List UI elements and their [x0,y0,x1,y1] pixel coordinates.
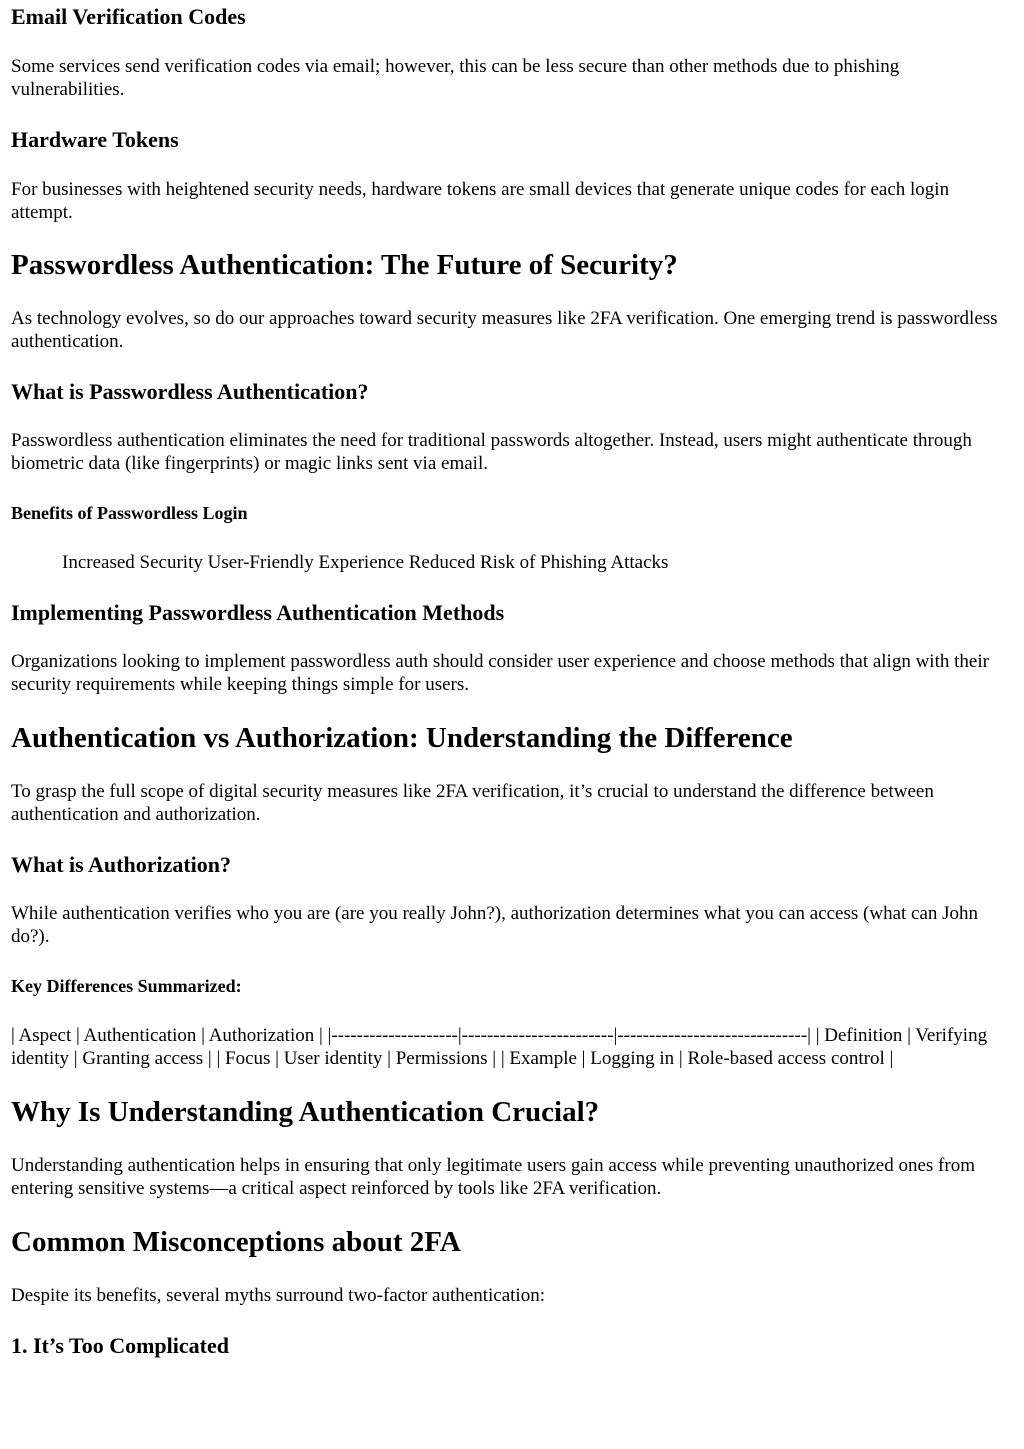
paragraph-grasp-scope: To grasp the full scope of digital security measures like 2FA verification, it’s crucial to understand the difference between authentication and authorization. [11,781,934,825]
paragraph-understanding-authentication: Understanding authentication helps in ensuring that only legitimate users gain access while preventing unauthorized ones from entering sensitive systems—a critical aspect reinforced by tools like 2FA verification. [11,1155,975,1199]
paragraph-myths: Despite its benefits, several myths surround two-factor authentication: [11,1285,545,1306]
paragraph-email-codes: Some services send verification codes via email; however, this can be less secure than other methods due to phishing vulnerabilities. [11,56,900,100]
heading-passwordless-future: Passwordless Authentication: The Future of Security? [11,249,678,281]
heading-what-is-authorization: What is Authorization? [11,852,232,877]
paragraph-authorization-definition: While authentication verifies who you are (are you really John?), authorization determines what you can access (what can John do?). [11,903,979,947]
heading-authentication-vs-authorization: Authentication vs Authorization: Understanding the Difference [11,722,793,754]
paragraph-markdown-table: | Aspect | Authentication | Authorization | |--------------------|------------------------|------------------------------| | Definition | Verifying identity | Granting access | | Focus | User identity | Permissions | | Example | Logging in | Role-based access control | [11,1025,988,1069]
paragraph-passwordless-definition: Passwordless authentication eliminates the need for traditional passwords altogether. Instead, users might authenticate through biometric data (like fingerprints) or magic links sent via email. [11,430,972,474]
heading-key-differences: Key Differences Summarized: [11,976,242,996]
heading-too-complicated: 1. It’s Too Complicated [11,1333,229,1358]
heading-hardware-tokens: Hardware Tokens [11,127,179,152]
list-item-benefits: Increased Security User-Friendly Experience Reduced Risk of Phishing Attacks [62,552,669,573]
heading-what-is-passwordless: What is Passwordless Authentication? [11,379,369,404]
heading-email-verification-codes: Email Verification Codes [11,4,246,29]
heading-benefits-passwordless: Benefits of Passwordless Login [11,503,248,523]
paragraph-hardware-tokens: For businesses with heightened security needs, hardware tokens are small devices that generate unique codes for each login attempt. [11,179,950,223]
paragraph-implementing: Organizations looking to implement passwordless auth should consider user experience and choose methods that align with their security requirements while keeping things simple for users. [11,651,989,695]
heading-implementing-passwordless: Implementing Passwordless Authentication Methods [11,600,505,625]
article-content [0,3,1024,1359]
paragraph-technology-evolves: As technology evolves, so do our approaches toward security measures like 2FA verification. One emerging trend is passwordless authentication. [11,308,998,352]
heading-why-authentication-crucial: Why Is Understanding Authentication Crucial? [11,1096,600,1128]
heading-common-misconceptions: Common Misconceptions about 2FA [11,1226,461,1258]
